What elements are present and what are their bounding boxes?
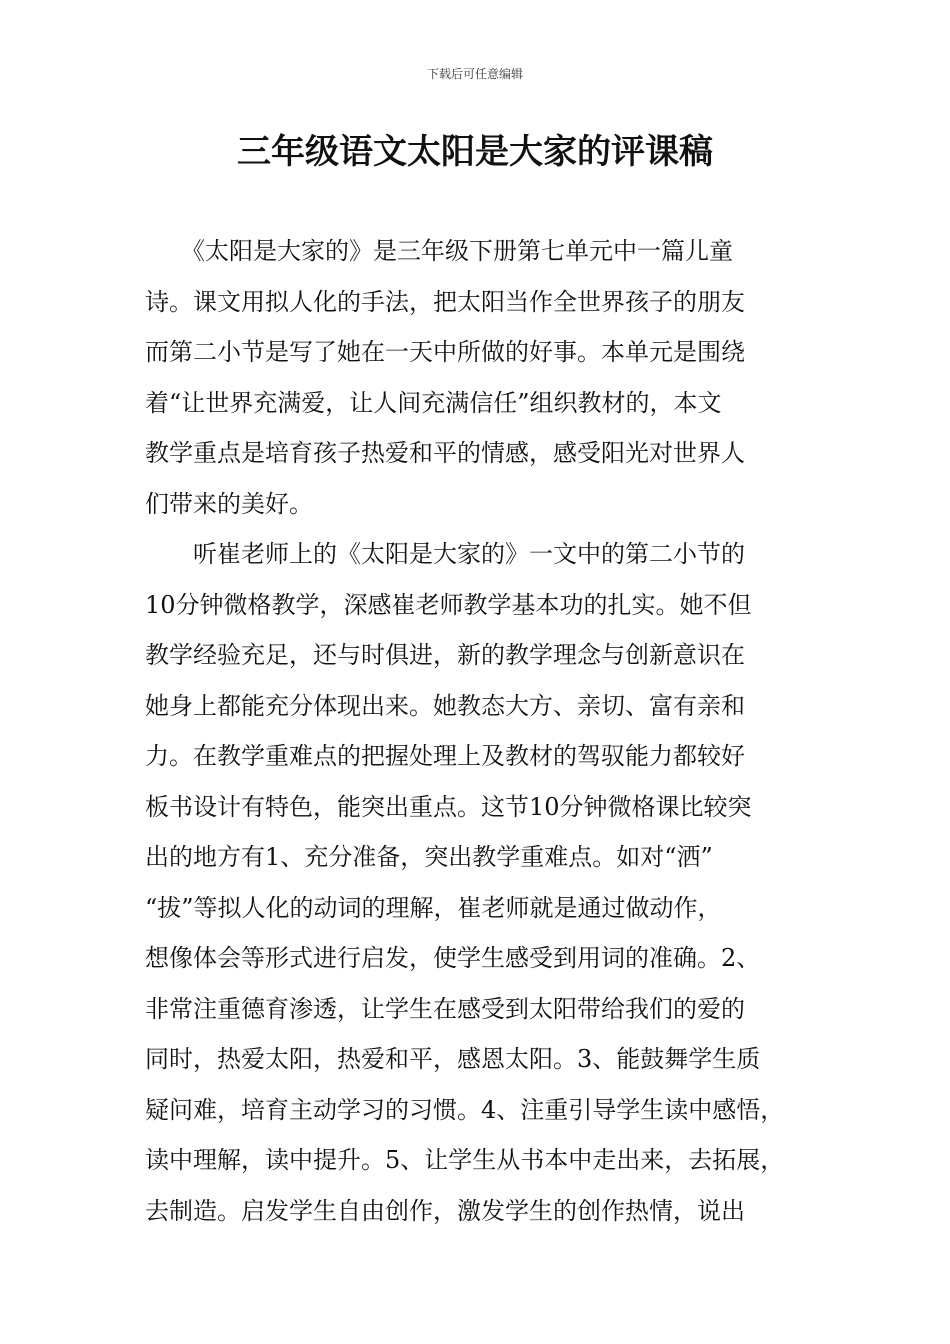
text-line: 出的地方有1、充分准备，突出教学重难点。如对“洒”	[145, 843, 713, 871]
document-body	[145, 226, 825, 1236]
text-line: 着“让世界充满爱，让人间充满信任”组织教材的，本文	[145, 388, 722, 417]
text-line: 板书设计有特色，能突出重点。这节10分钟微格课比较突	[145, 792, 752, 821]
text-line: 她身上都能充分体现出来。她教态大方、亲切、富有亲和	[145, 691, 745, 720]
text-line: 而第二小节是写了她在一天中所做的好事。本单元是围绕	[145, 338, 745, 366]
text-line: “拔”等拟人化的动词的理解，崔老师就是通过做动作，	[145, 893, 722, 922]
text-line: 力。在教学重难点的把握处理上及教材的驾驭能力都较好	[145, 742, 745, 770]
text-line: 非常注重德育渗透，让学生在感受到太阳带给我们的爱的	[145, 994, 745, 1023]
text-line: 听崔老师上的《太阳是大家的》一文中的第二小节的	[145, 540, 745, 568]
text-line: 去制造。启发学生自由创作，激发学生的创作热情，说出	[145, 1196, 745, 1225]
text-line: 《太阳是大家的》是三年级下册第七单元中一篇儿童	[145, 237, 733, 265]
text-line: 们带来的美好。	[145, 489, 313, 518]
text-line: 诗。课文用拟人化的手法，把太阳当作全世界孩子的朋友	[145, 287, 745, 316]
document-title: 三年级语文太阳是大家的评课稿	[237, 132, 713, 172]
text-line: 疑问难，培育主动学习的习惯。4、注重引导学生读中感悟，	[145, 1095, 785, 1124]
text-line: 教学重点是培育孩子热爱和平的情感，感受阳光对世界人	[145, 439, 745, 467]
text-line: 读中理解，读中提升。5、让学生从书本中走出来，去拓展，	[145, 1146, 785, 1174]
text-line: 想像体会等形式进行启发，使学生感受到用词的准确。2、	[145, 944, 761, 972]
text-line: 同时，热爱太阳，热爱和平，感恩太阳。3、能鼓舞学生质	[145, 1045, 761, 1073]
text-line: 教学经验充足，还与时俱进，新的教学理念与创新意识在	[145, 641, 745, 669]
header-note: 下载后可任意编辑	[426, 67, 523, 81]
text-line: 10分钟微格教学，深感崔老师教学基本功的扎实。她不但	[145, 590, 752, 619]
